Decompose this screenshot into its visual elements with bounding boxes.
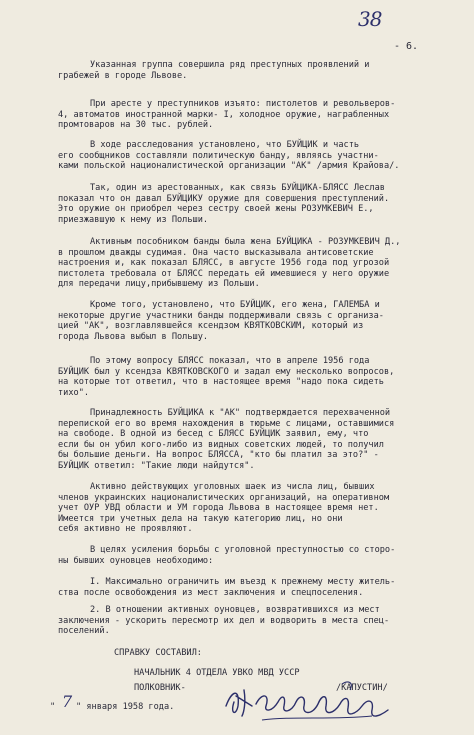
paragraph-line: 2. В отношении активных оуновцев, возвратившихся из мест [90,605,380,615]
paragraph-line: некоторые другие участники банды поддерживали связь с организа- [58,310,384,321]
paragraph [58,482,458,535]
paragraph-line: тихо". [58,387,90,398]
paragraph-line: БУЙЦИК ответил: "Такие люди найдутся". [58,460,255,471]
paragraph-line: бы большие деньги. На вопрос БЛЯССА, "кто бы платил за это?" - [58,450,379,461]
paragraph-line: Это оружие он приобрел через сестру своей жены РОЗУМКЕВИЧ Е., [58,204,374,215]
paragraph-line: Принадлежность БУЙЦИКА к "АК" подтверждается перехваченной [90,408,391,418]
paragraph [58,99,458,131]
paragraph-line: Указанная группа совершила ряд преступных проявлений и [90,60,370,70]
paragraph-line: его сообщников составляли политическую банду, являясь участни- [58,150,379,161]
paragraph [58,140,458,172]
date-day-handwritten: 7 [62,692,73,711]
handwritten-signature [222,676,392,726]
paragraph-line: настроения и, как показал БЛЯСС, в августе 1956 года под угрозой [58,258,390,269]
paragraph-line: Так, один из арестованных, как связь БУЙЦИКА-БЛЯСС Леслав [90,183,385,193]
paragraph [58,237,458,290]
archive-page-number-handwritten: 38 [358,7,382,31]
paragraph-line: поселений. [58,626,110,637]
paragraph [58,300,458,342]
paragraph-line: на которые тот ответил, что в настоящее время "надо пока сидеть [58,377,384,388]
paragraph-line: В целях усиления борьбы с уголовной преступностью со сторо- [90,545,396,555]
paragraph-line: При аресте у преступников изъято: пистолетов и револьверов- [90,99,396,109]
paragraph-line: учет ОУР УВД области и УМ города Львова в настоящее время нет. [58,503,379,514]
paragraph-line: ства после освобождения из мест заключения и спецпоселения. [58,587,364,598]
paragraph [58,408,458,472]
paragraph-line: Кроме того, установлено, что БУЙЦИК, его жена, ГАЛЕМБА и [90,300,380,310]
paragraph-line: заключения - ускорить пересмотр их дел и водворить в места спец- [58,615,390,626]
paragraph-line: По этому вопросу БЛЯСС показал, что в апреле 1956 года [90,356,370,366]
paragraph-line: грабежей в городе Львове. [58,70,188,81]
paragraph-line: себя активно не проявляют. [58,524,193,535]
signature-prepared-label: СПРАВКУ СОСТАВИЛ: [114,648,202,658]
paragraph-line: I. Максимально ограничить им въезд к прежнему месту житель- [90,577,396,587]
paragraph-line: города Львова выбыл в Польшу. [58,331,209,342]
signature-position: НАЧАЛЬНИК 4 ОТДЕЛА УВКО МВД УССР [134,668,300,678]
paragraph [58,545,458,566]
paragraph [58,183,458,225]
paragraph-line: приезжавшую к нему из Польши. [58,214,209,225]
paragraph-line: перепиской его во время нахождения в тюрьме с лицами, оставшимися [58,418,395,429]
paragraph-line: БУЙЦИК был у ксендза КВЯТКОВСКОГО и задал ему несколько вопросов, [58,366,395,377]
date-quote-open: " [50,702,56,712]
paragraph-line: ны бывших оуновцев необходимо: [58,555,214,566]
paragraph-line: Имеется три учетных дела на такую категорию лиц, но они [58,513,343,524]
paragraph [58,356,458,398]
paragraph-line: на свободе. В одной из бесед с БЛЯСС БУЙЦИК заявил, ему, что [58,429,369,440]
paragraph-line: пистолета требовала от БЛЯСС передать ей имевшиеся у него оружие [58,268,390,279]
paragraph-line: Активно действующих уголовных шаек из числа лиц, бывших [90,482,375,492]
paragraph [58,577,458,598]
paragraph-line: для передачи лицу,прибывшему из Польши. [58,279,260,290]
paragraph-line: В ходе расследования установлено, что БУЙЦИК и часть [90,140,360,150]
date-line: " января 1958 года. [76,702,175,712]
page-number: - 6. [394,41,419,52]
signature-rank: ПОЛКОВНИК- [134,683,186,693]
paragraph-line: Активным пособником банды была жена БУЙЦИКА - РОЗУМКЕВИЧ Д., [90,237,401,247]
paragraph-line: промтоваров на 30 тыс. рублей. [58,120,214,131]
paragraph-line: 4, автоматов иностранной марки- I, холодное оружие, награбленных [58,109,390,120]
paragraph-line: показал что он давал БУЙЦИКУ оружие для совершения преступлений. [58,193,390,204]
signature-name: /КАПУСТИН/ [336,683,388,693]
paragraph [58,605,458,637]
paragraph-line: цией "АК", возглавлявшейся ксендзом КВЯТКОВСКИМ, который из [58,321,364,332]
paragraph-line: членов украинских националистических организаций, на оперативном [58,492,390,503]
paragraph-line: если бы он убил кого-либо из видных советских людей, то получил [58,439,384,450]
paragraph-line: в прошлом дважды судимая. Она часто высказывала антисоветские [58,247,374,258]
paragraph-line: ками польской националистической организации "АК" /армия Крайова/. [58,161,400,172]
paragraph [58,60,458,81]
